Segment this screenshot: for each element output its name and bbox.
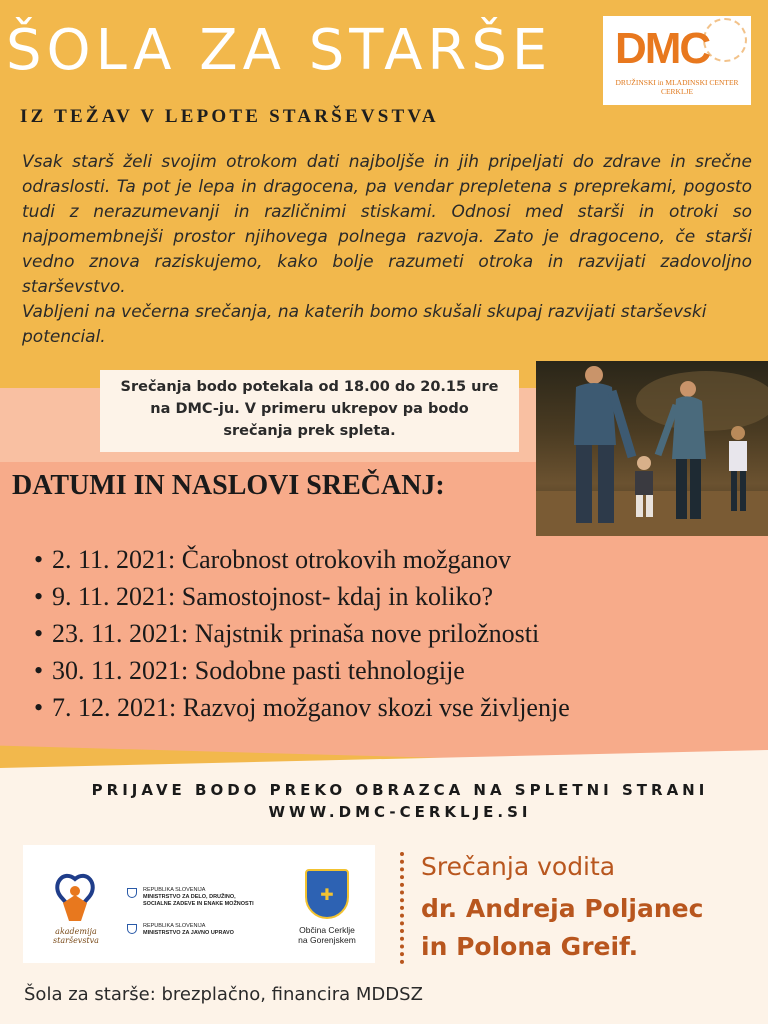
sessions-list [34, 541, 570, 726]
leader-name: in Polona Greif. [421, 932, 639, 961]
obcina-name [285, 925, 369, 945]
logo-caption-line2: CERKLJE [660, 87, 694, 96]
schedule-line: Srečanja bodo potekala od 18.00 do 20.15 ure [120, 379, 499, 395]
list-item: • 9. 11. 2021: Samostojnost- kdaj in koliko? [34, 578, 570, 615]
obcina-line: Občina Cerklje [299, 925, 355, 935]
ministry-line: REPUBLIKA SLOVENIJA [143, 923, 206, 929]
schedule-line: srečanja prek spleta. [223, 423, 396, 439]
family-photo [536, 361, 768, 536]
leaders-label: Srečanja vodita [421, 852, 616, 881]
slovenia-crest-icon [127, 888, 137, 898]
registration-notice [0, 779, 768, 823]
ministry-public-admin [127, 923, 293, 937]
logo-caption [605, 78, 749, 96]
slovenia-crest-icon [127, 924, 137, 934]
leader-name: dr. Andreja Poljanec [421, 894, 704, 923]
registration-text: PRIJAVE BODO PREKO OBRAZCA NA SPLETNI STRANI [91, 781, 709, 799]
page-title: ŠOLA ZA STARŠE [6, 18, 553, 83]
registration-url[interactable]: WWW.DMC-CERKLJE.SI [268, 803, 532, 821]
schedule-info-box [100, 370, 519, 452]
sponsor-logos [23, 845, 375, 963]
dotted-divider [400, 852, 404, 964]
ministry-line: REPUBLIKA SLOVENIJA [143, 887, 206, 893]
crest-star-icon: ✚ [320, 887, 334, 904]
intro-paragraph: Vsak starš želi svojim otrokom dati najboljše in jih pripeljati do zdrave in srečne odraslosti. Ta pot je lepa in dragocena, pa vendar prepletena s preprekami, pogosto tudi z nerazumevanji in različnimi stiskami. Odnosi med starši in otroki so najpomembnejši prostor njihovega polnega razvoja. Zato je dragoceno, če starši vedno znova raziskujemo, kako bolje razumeti otroka in razvijati zadovoljno starševstvo. [22, 152, 752, 297]
list-item: • 7. 12. 2021: Razvoj možganov skozi vse življenje [34, 689, 570, 726]
akademija-logo-icon [53, 873, 97, 923]
family-walking-illustration [536, 361, 768, 536]
sun-icon [703, 18, 747, 62]
obcina-line: na Gorenjskem [298, 935, 356, 945]
ministry-labour [127, 887, 293, 908]
cerklje-crest-icon [305, 869, 349, 919]
intro-text [22, 150, 752, 350]
list-item: • 30. 11. 2021: Sodobne pasti tehnologije [34, 652, 570, 689]
list-item: • 23. 11. 2021: Najstnik prinaša nove priložnosti [34, 615, 570, 652]
ministry-line: MINISTRSTVO ZA JAVNO UPRAVO [143, 930, 234, 936]
intro-invitation: Vabljeni na večerna srečanja, na katerih bomo skušali skupaj razvijati starševski potencial. [22, 302, 707, 347]
list-item: • 2. 11. 2021: Čarobnost otrokovih možganov [34, 541, 570, 578]
page-subtitle: IZ TEŽAV V LEPOTE STARŠEVSTVA [20, 106, 439, 127]
logo-mark: DMC [615, 24, 710, 73]
akademija-name: akademija starševstva [53, 927, 99, 945]
footer-note: Šola za starše: brezplačno, financira MDDSZ [24, 984, 423, 1005]
ministry-line: SOCIALNE ZADEVE IN ENAKE MOŽNOSTI [143, 901, 254, 907]
dmc-logo [603, 16, 751, 105]
sessions-heading: DATUMI IN NASLOVI SREČANJ: [12, 470, 445, 501]
ministry-line: MINISTRSTVO ZA DELO, DRUŽINO, [143, 894, 236, 900]
schedule-line: na DMC-ju. V primeru ukrepov pa bodo [150, 401, 469, 417]
logo-caption-line1: DRUŽINSKI in MLADINSKI CENTER [615, 78, 739, 87]
